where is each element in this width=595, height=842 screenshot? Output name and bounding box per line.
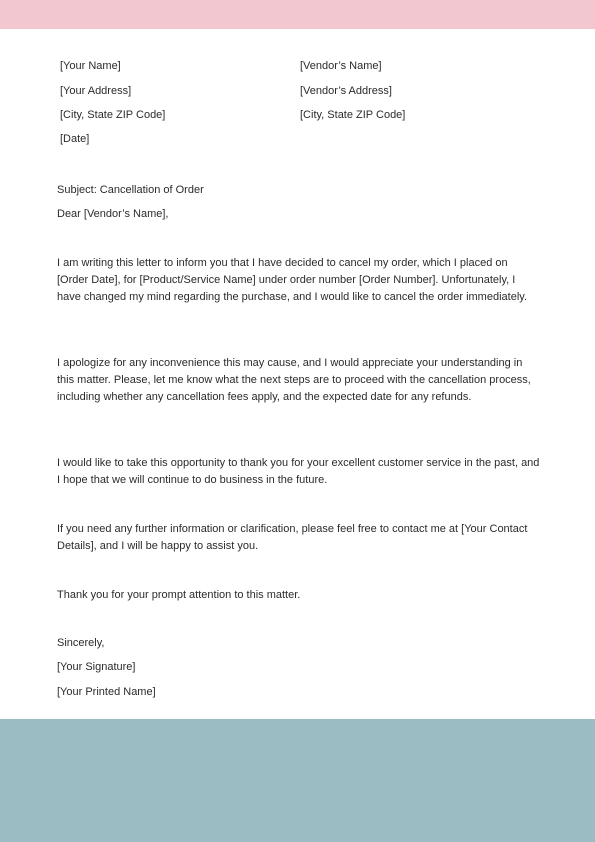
recipient-address: [Vendor’s Address] <box>300 85 392 97</box>
sender-city-state-zip: [City, State ZIP Code] <box>60 109 166 121</box>
body-paragraph: I would like to take this opportunity to thank you for your excellent customer service in the past, and I hope that we will continue to do business in the future. <box>57 457 540 486</box>
body-paragraph: I apologize for any inconvenience this may cause, and I would appreciate your understanding in this matter. Please, let me know what the next steps are to proceed with the cancellation process, including whether any cancellation fees apply, and the expected date for any refunds. <box>57 357 531 403</box>
body-paragraph: If you need any further information or clarification, please feel free to contact me at [Your Contact Details], and I will be happy to assist you. <box>57 523 528 552</box>
closing: Sincerely, <box>57 637 105 649</box>
salutation: Dear [Vendor’s Name], <box>57 208 169 220</box>
recipient-city-state-zip: [City, State ZIP Code] <box>300 109 406 121</box>
bottom-decorative-band <box>0 719 595 842</box>
body-paragraph: Thank you for your prompt attention to this matter. <box>57 589 301 601</box>
subject-line: Subject: Cancellation of Order <box>57 184 204 196</box>
signature-line: [Your Signature] <box>57 661 136 673</box>
letter-date: [Date] <box>60 133 90 145</box>
recipient-name: [Vendor’s Name] <box>300 60 382 72</box>
sender-name: [Your Name] <box>60 60 121 72</box>
top-decorative-band <box>0 0 595 29</box>
printed-name: [Your Printed Name] <box>57 686 156 698</box>
body-paragraph: I am writing this letter to inform you that I have decided to cancel my order, which I placed on [Order Date], for [Product/Service Name] under order number [Order Number]. Unfortunately, I have changed my mind regarding the purchase, and I would like to cancel the order immediately. <box>57 257 528 303</box>
sender-address: [Your Address] <box>60 85 132 97</box>
